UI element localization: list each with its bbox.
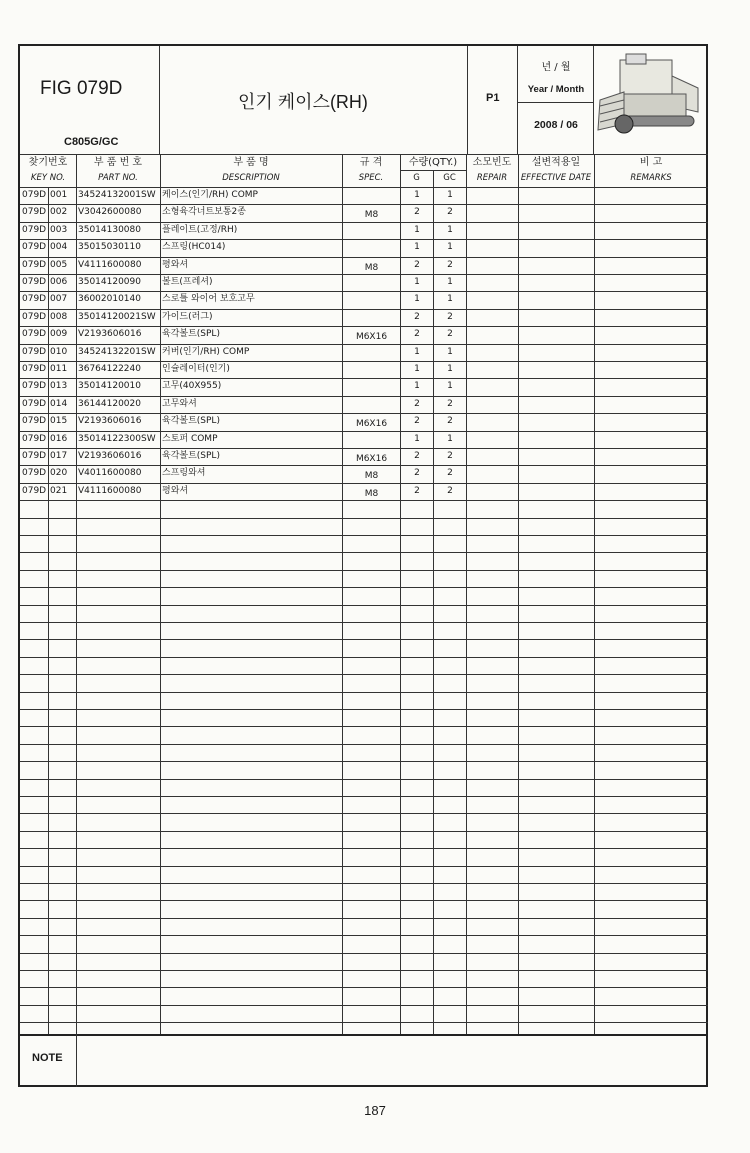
qty-g-value: 1 <box>414 294 420 305</box>
qty-gc-value: 2 <box>447 311 453 322</box>
part-number: 35015030110 <box>78 242 141 253</box>
key-no-ko: 찾기번호 <box>28 157 68 168</box>
qty-g-value: 2 <box>414 451 420 461</box>
key-prefix: 079D <box>22 346 47 357</box>
key-prefix: 079D <box>22 451 47 461</box>
table-row <box>20 187 708 204</box>
key-number: 004 <box>50 242 68 253</box>
qty-gc-value: 1 <box>447 433 453 444</box>
year-month-ko: 년 / 월 <box>541 62 571 73</box>
key-number: 017 <box>50 451 68 461</box>
key-number: 007 <box>50 294 68 305</box>
fig-number: FIG 079D <box>40 78 123 99</box>
table-row <box>20 274 708 291</box>
effective-date-en: EFFECTIVE DATE <box>520 173 592 183</box>
key-number: 016 <box>50 433 68 444</box>
key-number: 008 <box>50 311 68 322</box>
publish-date: 2008 / 06 <box>534 119 578 131</box>
key-number: 009 <box>50 329 68 340</box>
key-number: 021 <box>50 485 68 496</box>
part-description: 케이스(인기/RH) COMP <box>162 190 258 200</box>
part-spec: M8 <box>364 471 379 482</box>
part-spec: M8 <box>364 262 379 273</box>
part-description: 고무(40X955) <box>162 381 222 392</box>
part-number: V4111600080 <box>78 259 142 270</box>
part-spec: M6X16 <box>355 454 388 464</box>
part-description: 볼트(프레셔) <box>162 277 213 287</box>
table-row <box>20 483 708 500</box>
part-number: V4111600080 <box>78 485 142 496</box>
qty-gc-value: 2 <box>447 451 453 461</box>
key-prefix: 079D <box>22 398 47 409</box>
qty-gc-value: 1 <box>447 224 453 235</box>
part-number: 34524132001SW <box>78 190 156 200</box>
spec-ko: 규 격 <box>359 157 383 168</box>
part-description: 플레이트(고정/RH) <box>162 224 238 235</box>
table-row <box>20 378 708 395</box>
description-en: DESCRIPTION <box>222 173 280 183</box>
qty-gc-value: 2 <box>447 259 453 270</box>
part-description: 육각볼트(SPL) <box>162 416 220 427</box>
year-month-en: Year / Month <box>527 84 585 95</box>
qty-gc-value: 2 <box>447 329 453 340</box>
qty-g-value: 1 <box>414 190 420 200</box>
qty-g-value: 2 <box>414 207 420 218</box>
key-prefix: 079D <box>22 485 47 496</box>
parts-sheet <box>18 44 708 1087</box>
table-row <box>20 344 708 361</box>
repair-ko: 소모빈도 <box>472 157 512 168</box>
key-prefix: 079D <box>22 224 47 235</box>
key-prefix: 079D <box>22 242 47 253</box>
part-description: 평와셔 <box>162 259 189 270</box>
key-number: 003 <box>50 224 68 235</box>
parts-table <box>20 46 708 1087</box>
qty-gc-value: 2 <box>447 468 453 479</box>
part-number: V4011600080 <box>78 468 142 479</box>
page-number: 187 <box>364 1103 386 1118</box>
key-prefix: 079D <box>22 294 47 305</box>
key-number: 013 <box>50 381 68 392</box>
part-number: 35014120010 <box>78 381 141 392</box>
qty-gc-value: 1 <box>447 277 453 287</box>
qty-gc-value: 2 <box>447 485 453 496</box>
qty-g-value: 2 <box>414 259 420 270</box>
part-description: 평와셔 <box>162 485 189 496</box>
table-row <box>20 413 708 430</box>
key-prefix: 079D <box>22 416 47 427</box>
qty-gc-value: 1 <box>447 190 453 200</box>
qty-g-value: 1 <box>414 433 420 444</box>
qty-gc-value: 1 <box>447 242 453 253</box>
key-number: 001 <box>50 190 68 200</box>
qty-ko: 수량(QTY.) <box>408 157 458 168</box>
part-spec: M8 <box>364 488 379 499</box>
part-spec: M6X16 <box>355 332 388 343</box>
part-number: 34524132201SW <box>78 346 156 357</box>
qty-g: G <box>413 173 420 183</box>
repair-en: REPAIR <box>476 173 508 183</box>
part-number: 35014120090 <box>78 277 141 287</box>
part-no-ko: 부 품 번 호 <box>93 157 143 168</box>
qty-gc: GC <box>443 173 456 183</box>
table-row <box>20 291 708 308</box>
remarks-en: REMARKS <box>630 173 672 183</box>
part-spec: M8 <box>364 210 379 221</box>
part-number: V2193606016 <box>78 329 142 340</box>
qty-g-value: 1 <box>414 364 420 374</box>
table-row <box>20 222 708 239</box>
table-row <box>20 326 708 343</box>
qty-g-value: 2 <box>414 416 420 427</box>
part-number: 35014120021SW <box>78 311 156 322</box>
key-prefix: 079D <box>22 433 47 444</box>
description-ko: 부 품 명 <box>233 157 269 168</box>
qty-g-value: 1 <box>414 224 420 235</box>
part-description: 스프링(HC014) <box>162 242 226 253</box>
part-number: 35014130080 <box>78 224 141 235</box>
table-row <box>20 361 708 378</box>
qty-g-value: 1 <box>414 381 420 392</box>
part-number: V2193606016 <box>78 416 142 427</box>
part-description: 스프링와셔 <box>162 468 206 479</box>
qty-gc-value: 1 <box>447 364 453 374</box>
part-description: 가이드(러그) <box>162 311 213 322</box>
table-row <box>20 204 708 221</box>
qty-g-value: 1 <box>414 242 420 253</box>
effective-date-ko: 설변적용일 <box>531 157 581 168</box>
part-description: 육각볼트(SPL) <box>162 451 220 461</box>
table-row <box>20 431 708 448</box>
table-row <box>20 257 708 274</box>
key-number: 015 <box>50 416 68 427</box>
table-row <box>20 239 708 256</box>
key-prefix: 079D <box>22 329 47 340</box>
part-description: 고무와셔 <box>162 398 197 409</box>
qty-g-value: 1 <box>414 346 420 357</box>
part-number: V2193606016 <box>78 451 142 461</box>
qty-gc-value: 2 <box>447 398 453 409</box>
spec-en: SPEC. <box>358 173 384 183</box>
key-prefix: 079D <box>22 259 47 270</box>
key-number: 014 <box>50 398 68 409</box>
part-description: 육각볼트(SPL) <box>162 329 220 340</box>
page-title: 인기 케이스(RH) <box>238 92 368 112</box>
part-number: 36002010140 <box>78 294 141 305</box>
part-no-en: PART NO. <box>98 173 138 183</box>
part-description: 스토퍼 COMP <box>162 433 218 444</box>
part-description: 인슐레이터(인기) <box>162 364 230 374</box>
key-prefix: 079D <box>22 190 47 200</box>
remarks-ko: 비 고 <box>639 157 663 168</box>
table-row <box>20 396 708 413</box>
key-number: 020 <box>50 468 68 479</box>
key-no-en: KEY NO. <box>30 173 66 183</box>
qty-g-value: 2 <box>414 311 420 322</box>
model-code: C805G/GC <box>64 136 119 148</box>
part-number: 36764122240 <box>78 364 141 374</box>
note-label: NOTE <box>32 1052 63 1064</box>
qty-g-value: 2 <box>414 398 420 409</box>
key-prefix: 079D <box>22 364 47 374</box>
qty-gc-value: 1 <box>447 294 453 305</box>
key-number: 010 <box>50 346 68 357</box>
qty-gc-value: 1 <box>447 346 453 357</box>
part-number: V3042600080 <box>78 207 142 218</box>
part-number: 35014122300SW <box>78 433 156 444</box>
qty-g-value: 2 <box>414 485 420 496</box>
qty-g-value: 2 <box>414 468 420 479</box>
key-number: 002 <box>50 207 68 218</box>
key-prefix: 079D <box>22 277 47 287</box>
table-row <box>20 309 708 326</box>
key-number: 006 <box>50 277 68 287</box>
key-prefix: 079D <box>22 468 47 479</box>
qty-g-value: 1 <box>414 277 420 287</box>
key-number: 005 <box>50 259 68 270</box>
qty-g-value: 2 <box>414 329 420 340</box>
page-code: P1 <box>486 92 500 104</box>
part-description: 소형육각너트보통2종 <box>162 207 246 218</box>
key-prefix: 079D <box>22 207 47 218</box>
table-row <box>20 465 708 482</box>
part-description: 커버(인기/RH) COMP <box>162 346 250 357</box>
part-number: 36144120020 <box>78 398 141 409</box>
table-row <box>20 448 708 465</box>
key-prefix: 079D <box>22 381 47 392</box>
qty-gc-value: 2 <box>447 416 453 427</box>
qty-gc-value: 1 <box>447 381 453 392</box>
key-prefix: 079D <box>22 311 47 322</box>
qty-gc-value: 2 <box>447 207 453 218</box>
part-description: 스로틀 와이어 보호고무 <box>162 294 255 305</box>
part-spec: M6X16 <box>355 419 388 430</box>
key-number: 011 <box>50 364 68 374</box>
